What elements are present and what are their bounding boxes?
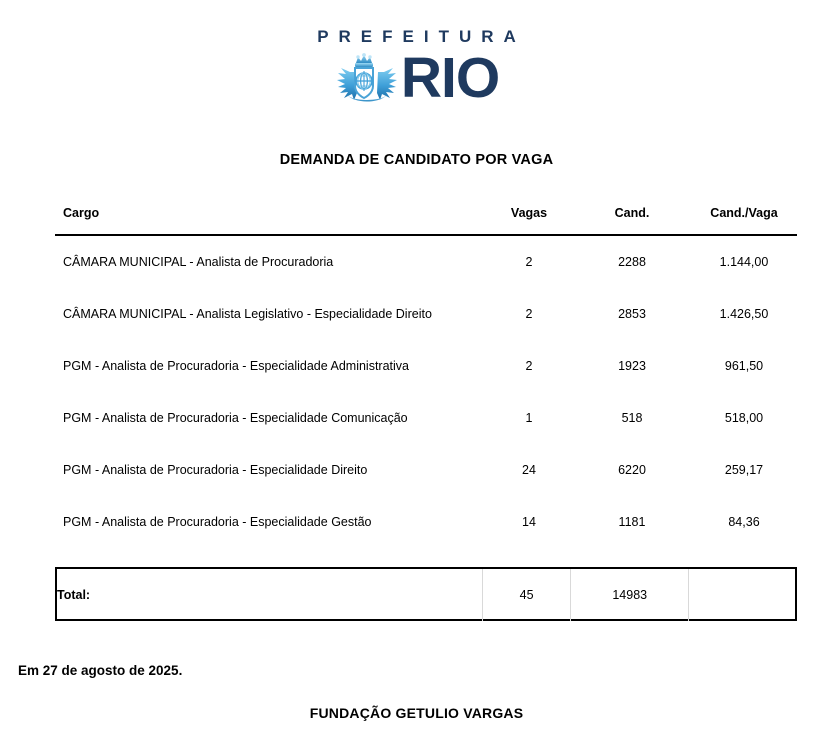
organization-name: FUNDAÇÃO GETULIO VARGAS xyxy=(309,705,524,721)
cell-cargo: CÂMARA MUNICIPAL - Analista Legislativo - Especialidade Direito xyxy=(63,307,432,321)
cell-cargo: PGM - Analista de Procuradoria - Especialidade Comunicação xyxy=(63,411,408,425)
logo-wordmark-rio: RIO xyxy=(400,46,500,110)
cell-cand: 6220 xyxy=(618,463,646,477)
cell-cargo: PGM - Analista de Procuradoria - Especialidade Gestão xyxy=(63,515,372,529)
cell-vagas: 2 xyxy=(525,255,533,269)
cell-cargo: CÂMARA MUNICIPAL - Analista de Procuradoria xyxy=(63,255,334,269)
total-ratio xyxy=(689,569,795,621)
cell-ratio: 1.144,00 xyxy=(719,255,769,269)
cell-vagas: 1 xyxy=(525,411,533,425)
cell-vagas: 2 xyxy=(525,359,533,373)
cell-cand: 2853 xyxy=(618,307,646,321)
total-vagas: 45 xyxy=(483,569,571,621)
table-row xyxy=(55,340,797,392)
cell-vagas: 2 xyxy=(525,307,533,321)
total-row-box xyxy=(55,567,797,621)
total-cand: 14983 xyxy=(571,569,689,621)
table-row xyxy=(55,444,797,496)
cell-cand: 1181 xyxy=(618,515,646,529)
table-header-row xyxy=(55,206,797,235)
cell-cargo: PGM - Analista de Procuradoria - Especialidade Direito xyxy=(63,463,368,477)
table-row xyxy=(55,392,797,444)
column-header-cargo: Cargo xyxy=(55,206,485,235)
page-title: DEMANDA DE CANDIDATO POR VAGA xyxy=(279,152,554,168)
cell-vagas: 24 xyxy=(522,463,536,477)
cell-ratio: 961,50 xyxy=(724,359,764,373)
cell-vagas: 14 xyxy=(522,515,536,529)
cell-cand: 2288 xyxy=(618,255,646,269)
logo-wordmark-prefeitura: PREFEITURA xyxy=(317,27,526,46)
logo-lower-row xyxy=(334,46,500,110)
total-label: Total: xyxy=(57,588,91,602)
cell-cargo: PGM - Analista de Procuradoria - Especialidade Administrativa xyxy=(63,359,409,373)
cell-ratio: 259,17 xyxy=(724,463,764,477)
demand-table xyxy=(55,206,797,548)
cell-cand: 518 xyxy=(621,411,643,425)
cell-ratio: 84,36 xyxy=(728,515,760,529)
prefeitura-rio-logo xyxy=(0,27,833,110)
cell-ratio: 518,00 xyxy=(724,411,764,425)
column-header-cand-vaga: Cand./Vaga xyxy=(691,206,797,235)
cell-ratio: 1.426,50 xyxy=(719,307,769,321)
table-row xyxy=(55,288,797,340)
column-header-vagas: Vagas xyxy=(485,206,573,235)
date-line: Em 27 de agosto de 2025. xyxy=(18,663,183,678)
total-row xyxy=(57,569,795,621)
column-header-cand: Cand. xyxy=(573,206,691,235)
table-row xyxy=(55,496,797,548)
table-row xyxy=(55,235,797,288)
rio-coat-of-arms-icon xyxy=(334,52,400,107)
cell-cand: 1923 xyxy=(618,359,646,373)
